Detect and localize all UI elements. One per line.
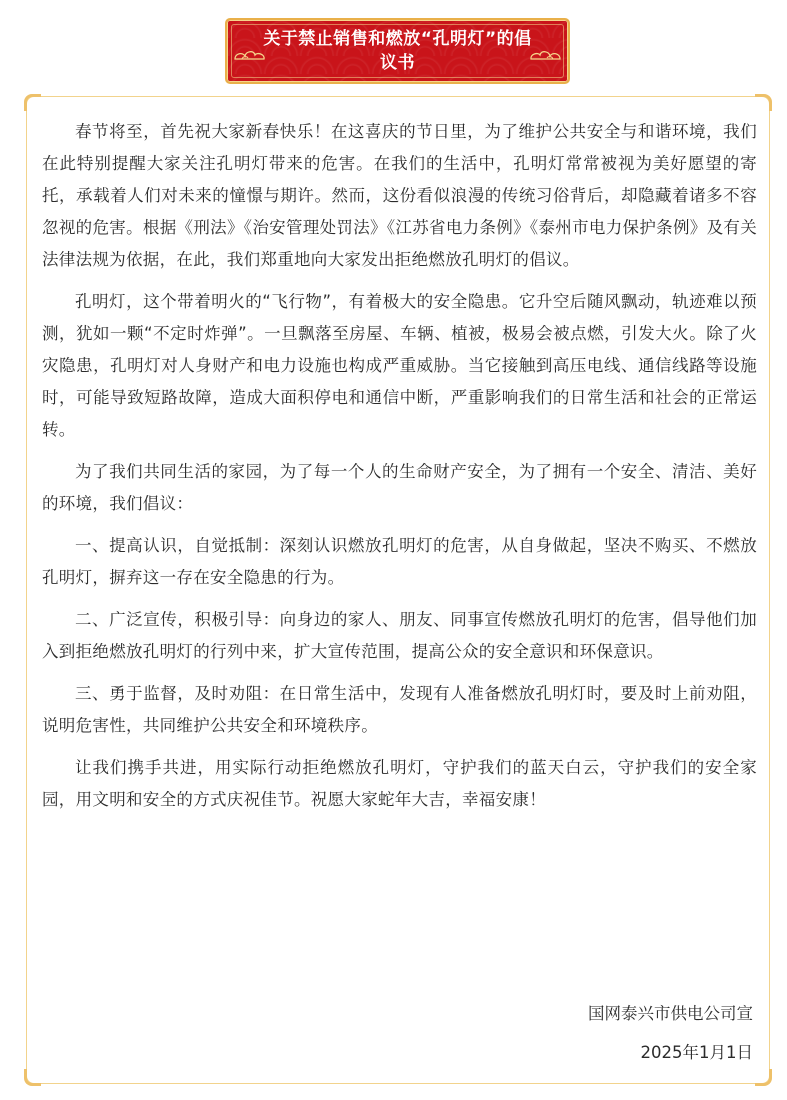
document-body: [42, 116, 757, 826]
proposal-item-1: 一、提高认识，自觉抵制：深刻认识燃放孔明灯的危害，从自身做起，坚决不购买、不燃放孔明灯，摒弃这一存在安全隐患的行为。: [42, 536, 757, 587]
frame-corner-ornament: [755, 94, 772, 111]
proposal-item-3: 三、勇于监督，及时劝阻：在日常生活中，发现有人准备燃放孔明灯时，要及时上前劝阻，说明危害性，共同维护公共安全和环境秩序。: [42, 684, 757, 735]
title-banner: [225, 18, 570, 84]
intro-paragraph: 春节将至，首先祝大家新春快乐！在这喜庆的节日里，为了维护公共安全与和谐环境，我们在此特别提醒大家关注孔明灯带来的危害。在我们的生活中，孔明灯常常被视为美好愿望的寄托，承载着人们对未来的憧憬与期许。然而，这份看似浪漫的传统习俗背后，却隐藏着诸多不容忽视的危害。根据《刑法》《治安管理处罚法》《江苏省电力条例》《泰州市电力保护条例》及有关法律法规为依据，在此，我们郑重地向大家发出拒绝燃放孔明灯的倡议。: [42, 122, 757, 269]
proposal-intro-paragraph: 为了我们共同生活的家园，为了每一个人的生命财产安全，为了拥有一个安全、清洁、美好的环境，我们倡议：: [42, 462, 757, 513]
document-title: 关于禁止销售和燃放“孔明灯”的倡议书: [263, 29, 532, 73]
frame-corner-ornament: [24, 94, 41, 111]
signature-organization: 国网泰兴市供电公司宣: [588, 1004, 753, 1023]
signature-date: 2025年1月1日: [640, 1043, 753, 1062]
closing-paragraph: 让我们携手共进，用实际行动拒绝燃放孔明灯，守护我们的蓝天白云，守护我们的安全家园，用文明和安全的方式庆祝佳节。祝愿大家蛇年大吉，幸福安康！: [42, 758, 757, 809]
frame-corner-ornament: [24, 1069, 41, 1086]
frame-corner-ornament: [755, 1069, 772, 1086]
hazard-paragraph: 孔明灯，这个带着明火的“飞行物”，有着极大的安全隐患。它升空后随风飘动，轨迹难以预测，犹如一颗“不定时炸弹”。一旦飘落至房屋、车辆、植被，极易会被点燃，引发大火。除了火灾隐患，孔明灯对人身财产和电力设施也构成严重威胁。当它接触到高压电线、通信线路等设施时，可能导致短路故障，造成大面积停电和通信中断，严重影响我们的日常生活和社会的正常运转。: [42, 292, 757, 439]
proposal-item-2: 二、广泛宣传，积极引导：向身边的家人、朋友、同事宣传燃放孔明灯的危害，倡导他们加入到拒绝燃放孔明灯的行列中来，扩大宣传范围，提高公众的安全意识和环保意识。: [42, 610, 757, 661]
